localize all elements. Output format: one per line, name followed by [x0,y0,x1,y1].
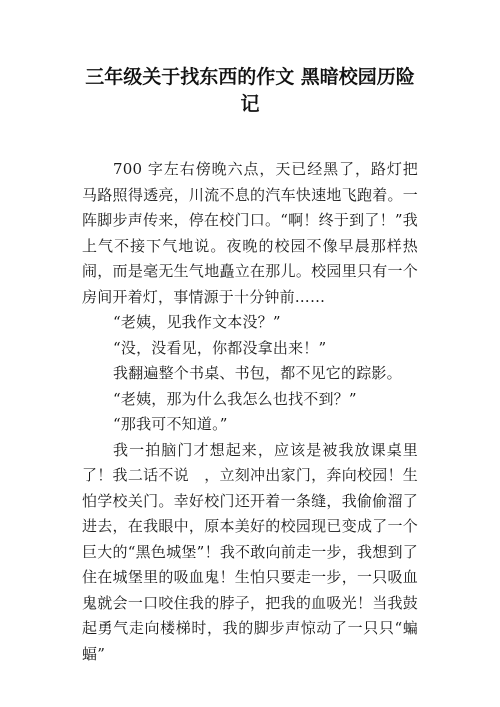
document-body [82,157,418,667]
paragraph-dialog-2: “没，没看见，你都没拿出来！” [113,338,327,357]
paragraph-intro: 700 字左右傍晚六点，天已经黑了，路灯把马路照得透亮，川流不息的汽车快速地飞跑着。一阵脚步声传来，停在校门口。“啊！终于到了！”我上气不接下气地说。夜晚的校园不像早晨那样热闹，而是毫无生气地矗立在那儿。校园里只有一个房间开着灯，事情源于十分钟前…… [82,160,418,306]
paragraph-adventure: 我一拍脑门才想起来，应该是被我放课桌里了！我二话不说 ，立刻冲出家门，奔向校园！生怕学校关门。幸好校门还开着一条缝，我偷偷溜了进去，在我眼中，原本美好的校园现已变成了一个巨大的“黑色城堡”！我不敢向前走一步，我想到了住在城堡里的吸血鬼！生怕只要走一步，一只吸血鬼就会一口咬住我的脖子，把我的血吸光！当我鼓起勇气走向楼梯时，我的脚步声惊动了一只只“蝙蝠” [82,440,418,663]
paragraph-dialog-1: “老姨，见我作文本没？” [113,313,281,331]
paragraph-dialog-4: “那我可不知道。” [113,415,228,433]
document-title: 三年级关于找东西的作文 黑暗校园历险记 [85,66,415,115]
paragraph-search: 我翻遍整个书桌、书包，都不见它的踪影。 [113,364,402,382]
paragraph-dialog-3: “老姨，那为什么我怎么也找不到？” [113,389,357,408]
